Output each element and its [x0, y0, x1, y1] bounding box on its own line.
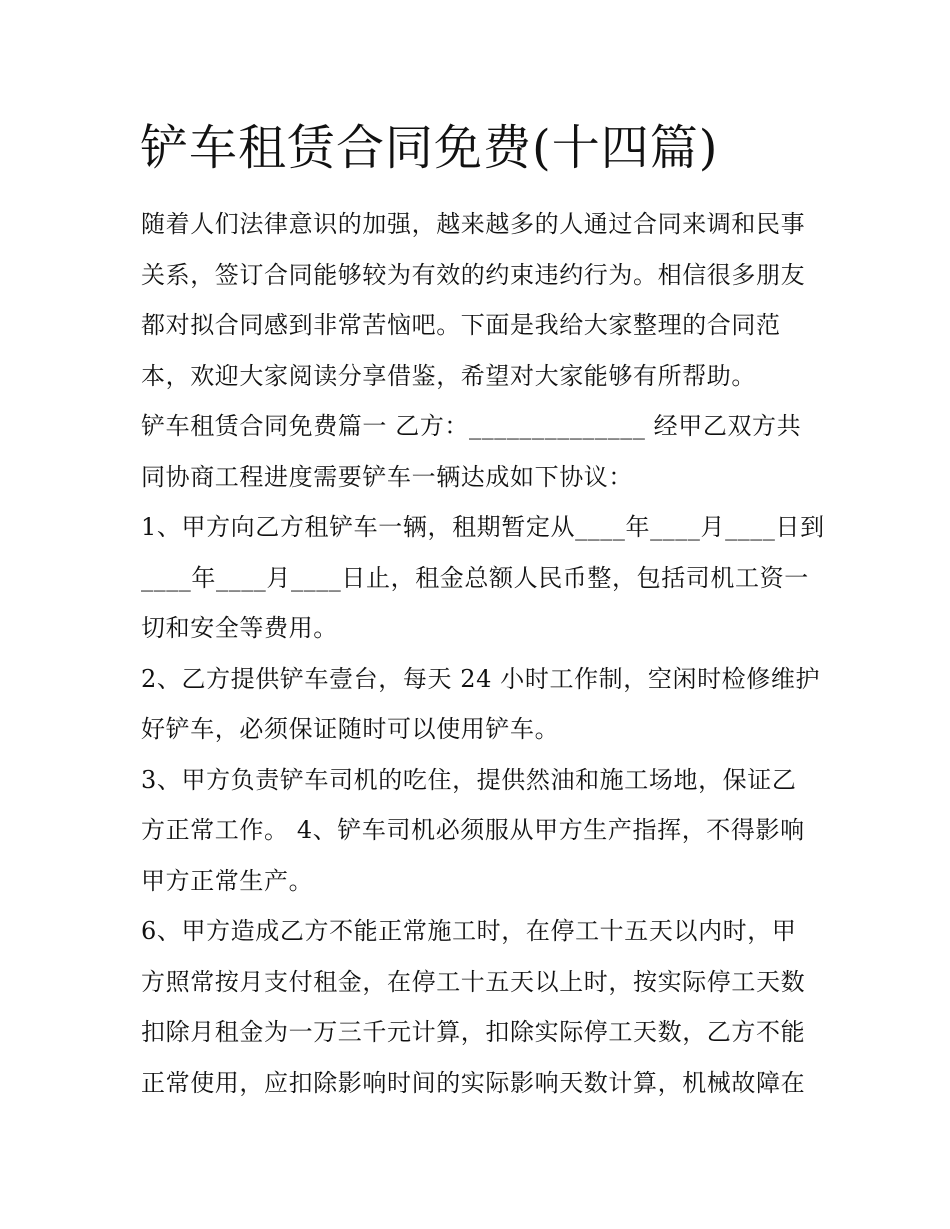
- paragraph-line: 1、甲方向乙方租铲车一辆，租期暂定从____年____月____日到: [141, 513, 825, 541]
- paragraph-line: 同协商工程进度需要铲车一辆达成如下协议：: [141, 462, 633, 491]
- paragraph-line: 6、甲方造成乙方不能正常施工时，在停工十五天以内时，甲: [141, 917, 797, 945]
- paragraph-line: 铲车租赁合同免费篇一 乙方：______________ 经甲乙双方共: [141, 412, 802, 440]
- paragraph-line: 好铲车，必须保证随时可以使用铲车。: [141, 715, 560, 743]
- paragraph-line: 都对拟合同感到非常苦恼吧。下面是我给大家整理的合同范: [141, 311, 781, 339]
- paragraph-line: ____年____月____日止，租金总额人民币整，包括司机工资一: [141, 563, 809, 592]
- paragraph-line: 3、甲方负责铲车司机的吃住，提供然油和施工场地，保证乙: [141, 765, 797, 794]
- document-title: 铲车租赁合同免费(十四篇): [140, 120, 719, 176]
- document-body: [141, 199, 825, 1108]
- paragraph-line: 甲方正常生产。: [141, 866, 314, 895]
- paragraph-line: 扣除月租金为一万三千元计算，扣除实际停工天数，乙方不能: [141, 1018, 806, 1046]
- paragraph-line: 切和安全等费用。: [141, 614, 338, 642]
- paragraph-line: 方正常工作。 4、铲车司机必须服从甲方生产指挥，不得影响: [141, 816, 805, 844]
- paragraph-line: 关系，签订合同能够较为有效的约束违约行为。相信很多朋友: [141, 260, 806, 289]
- paragraph-line: 本，欢迎大家阅读分享借鉴，希望对大家能够有所帮助。: [141, 361, 756, 390]
- paragraph-line: 随着人们法律意识的加强，越来越多的人通过合同来调和民事: [141, 210, 806, 238]
- paragraph-line: 正常使用，应扣除影响时间的实际影响天数计算，机械故障在: [141, 1068, 806, 1097]
- paragraph-line: 2、乙方提供铲车壹台，每天 24 小时工作制，空闲时检修维护: [141, 664, 821, 693]
- paragraph-line: 方照常按月支付租金，在停工十五天以上时，按实际停工天数: [141, 967, 806, 996]
